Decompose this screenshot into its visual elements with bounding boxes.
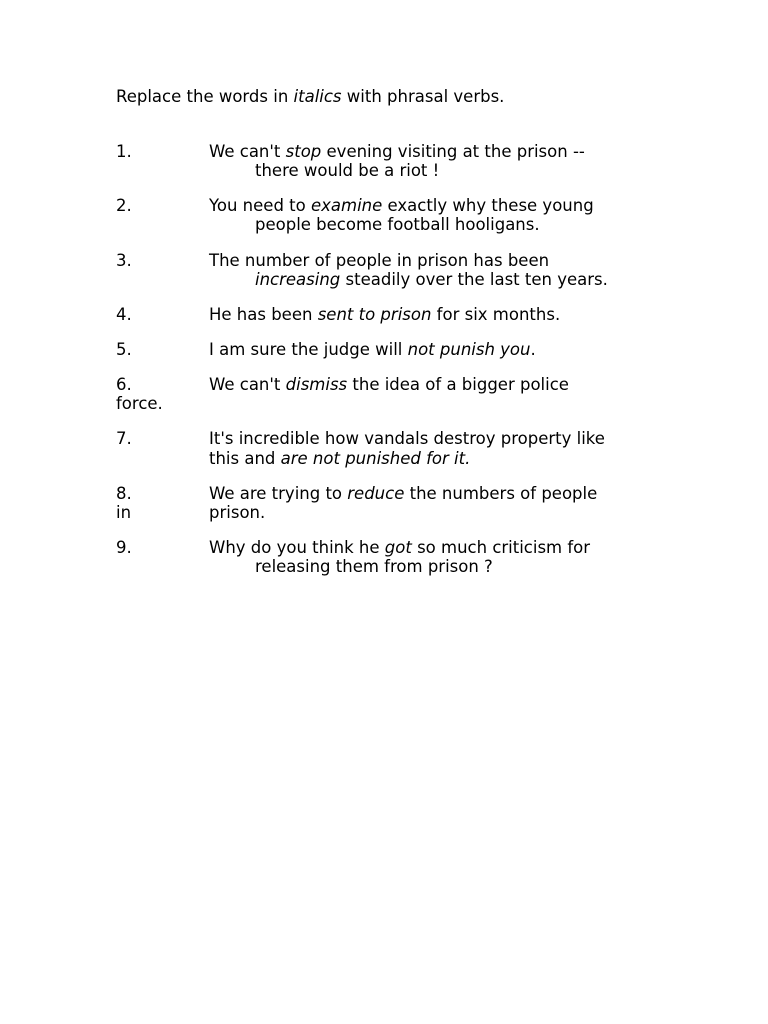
instruction-text: Replace the words in (116, 87, 294, 106)
item-number: 8. (116, 484, 132, 503)
item-text: We can't (209, 375, 286, 394)
item-text: Why do you think he (209, 538, 385, 557)
item-line-2: there would be a riot ! (255, 161, 440, 180)
item-line-1 (209, 305, 560, 325)
item-italic: sent to prison (317, 305, 432, 324)
item-italic: are not punished for it. (280, 449, 471, 468)
item-text: . (530, 340, 536, 359)
item-text: I am sure the judge will (209, 340, 408, 359)
item-number: 9. (116, 538, 132, 557)
item-italic: increasing (255, 270, 341, 289)
item-italic: not punish you (407, 340, 531, 359)
item-italic: reduce (347, 484, 405, 503)
item-line-1: The number of people in prison has been (209, 251, 550, 270)
item-italic: got (384, 538, 412, 557)
instruction-line (116, 87, 504, 107)
item-line-1 (209, 484, 597, 504)
item-text: the idea of a bigger police (347, 375, 569, 394)
item-number: 7. (116, 429, 132, 448)
item-text: evening visiting at the prison -- (321, 142, 585, 161)
item-line-1 (209, 196, 594, 216)
item-line-2: releasing them from prison ? (255, 557, 493, 576)
item-line-1 (209, 375, 569, 395)
item-text: the numbers of people (404, 484, 598, 503)
item-line-1: It's incredible how vandals destroy property like (209, 429, 605, 448)
item-text: for six months. (431, 305, 561, 324)
item-line-1 (209, 340, 536, 360)
item-number: 5. (116, 340, 132, 359)
item-number: 4. (116, 305, 132, 324)
item-text: so much criticism for (411, 538, 591, 557)
item-text: He has been (209, 305, 318, 324)
item-number: 2. (116, 196, 132, 215)
item-text: We can't (209, 142, 286, 161)
item-number: 3. (116, 251, 132, 270)
item-number: 1. (116, 142, 132, 161)
item-italic: examine (310, 196, 383, 215)
item-text: exactly why these young (382, 196, 594, 215)
item-line-2: prison. (209, 503, 266, 522)
instruction-text-end: with phrasal verbs. (341, 87, 505, 106)
item-line-2: people become football hooligans. (255, 215, 540, 234)
item-line-2 (209, 449, 470, 469)
item-italic: dismiss (285, 375, 348, 394)
instruction-italic: italics (293, 87, 342, 106)
item-number: 6. (116, 375, 132, 394)
item-italic: stop (285, 142, 322, 161)
item-line-1 (209, 538, 590, 558)
item-text: We are trying to (209, 484, 348, 503)
item-text: You need to (209, 196, 311, 215)
item-line-1 (209, 142, 585, 162)
item-text: steadily over the last ten years. (340, 270, 608, 289)
item-line-2-left: in (116, 503, 132, 522)
item-line-2 (255, 270, 608, 290)
item-text: this and (209, 449, 281, 468)
item-line-2: force. (116, 394, 163, 413)
